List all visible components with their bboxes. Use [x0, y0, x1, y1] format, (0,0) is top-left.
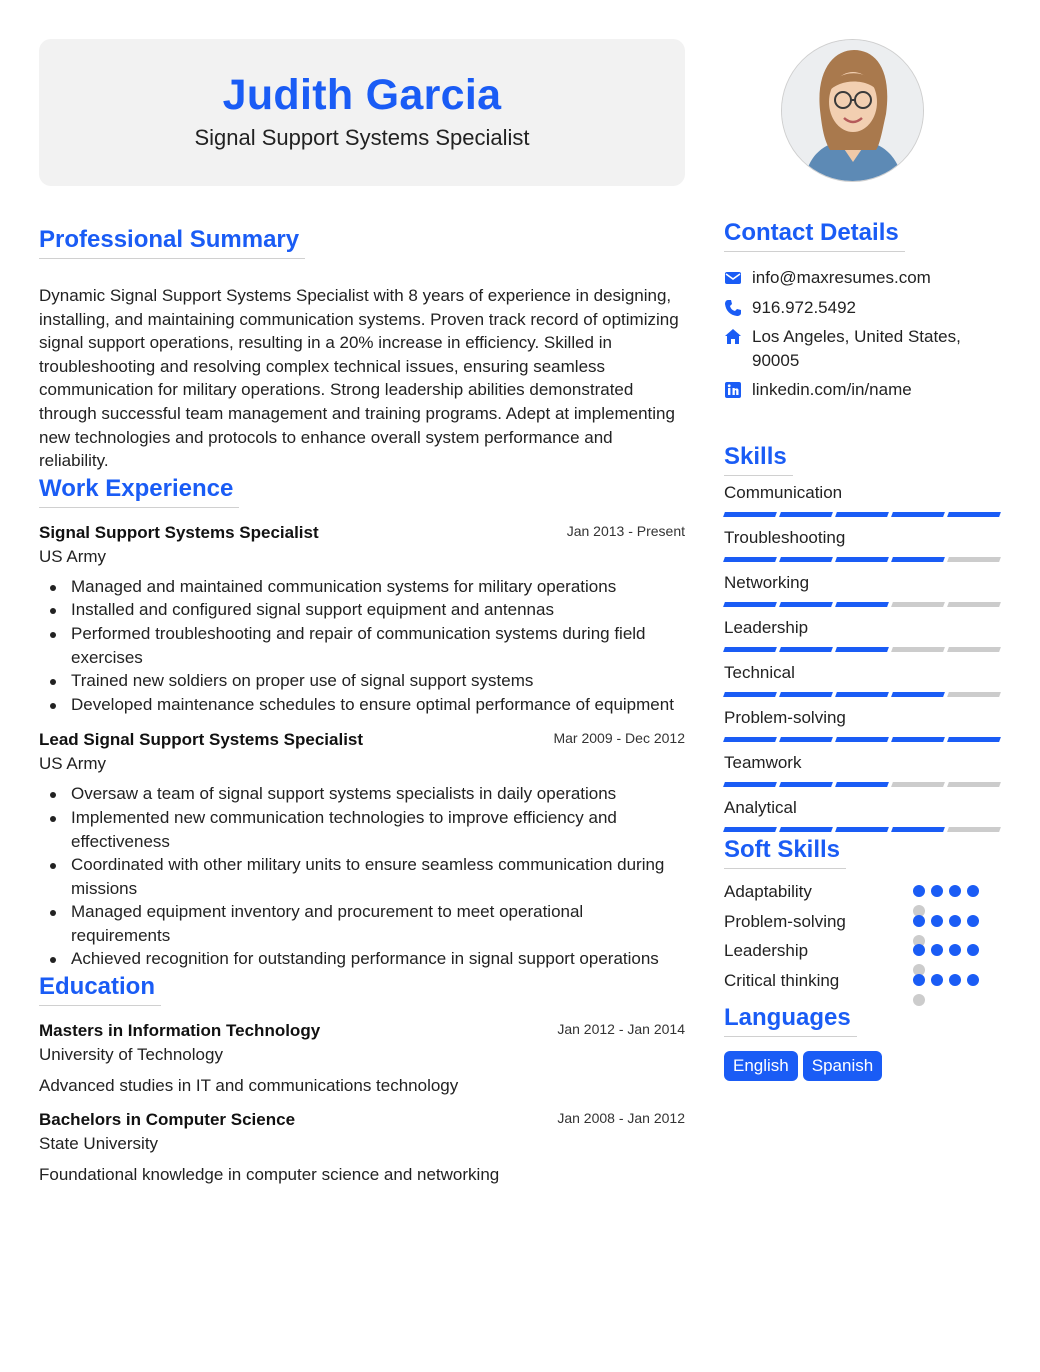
skill-level-segment	[891, 512, 945, 517]
skill-level-segment	[835, 647, 889, 652]
skill-name: Problem-solving	[724, 708, 846, 727]
language-pill: English	[724, 1051, 798, 1081]
contact-phone[interactable]	[724, 296, 1004, 320]
skill-item	[724, 572, 1004, 607]
job-bullet: Performed troubleshooting and repair of communication systems during field exercises	[39, 622, 685, 669]
skill-level-segment	[835, 557, 889, 562]
rating-dot	[949, 915, 961, 927]
skill-level-bar	[724, 647, 1000, 652]
home-icon	[724, 328, 742, 346]
skill-name: Networking	[724, 573, 810, 592]
skill-level-segment	[947, 602, 1001, 607]
job-organization: US Army	[39, 754, 107, 774]
skill-level-segment	[835, 827, 889, 832]
languages-section	[724, 1004, 1004, 1081]
soft-skill-item	[724, 911, 1004, 941]
rating-dot	[949, 974, 961, 986]
job-entry	[39, 522, 685, 717]
rating-dot	[913, 915, 925, 927]
skill-level-bar	[724, 737, 1000, 742]
soft-skills-heading: Soft Skills	[724, 836, 846, 869]
job-bullet: Developed maintenance schedules to ensure optimal performance of equipment	[39, 693, 685, 717]
skill-level-segment	[723, 782, 777, 787]
job-date: Jan 2013 - Present	[566, 522, 685, 539]
skill-item	[724, 617, 1004, 652]
job-bullet: Achieved recognition for outstanding performance in signal support operations	[39, 947, 685, 971]
skill-level-segment	[891, 602, 945, 607]
skill-name: Troubleshooting	[724, 528, 846, 547]
skill-level-segment	[723, 692, 777, 697]
skill-name: Communication	[724, 483, 843, 502]
soft-skill-item	[724, 881, 1004, 911]
skill-level-segment	[891, 737, 945, 742]
skill-item	[724, 482, 1004, 517]
skill-level-segment	[891, 692, 945, 697]
skill-level-segment	[891, 647, 945, 652]
school-name: University of Technology	[39, 1045, 223, 1065]
address-text: Los Angeles, United States, 90005	[752, 327, 961, 370]
degree-title: Masters in Information Technology	[39, 1021, 321, 1041]
soft-skill-name: Leadership	[724, 941, 809, 961]
skill-name: Leadership	[724, 618, 809, 637]
skill-level-segment	[835, 512, 889, 517]
education-entry	[39, 1109, 685, 1186]
skill-level-bar	[724, 692, 1000, 697]
contact-email[interactable]	[724, 266, 1004, 290]
language-pill: Spanish	[803, 1051, 882, 1081]
soft-skill-item	[724, 970, 1004, 1000]
summary-section	[39, 226, 685, 473]
skill-level-bar	[724, 512, 1000, 517]
languages-heading: Languages	[724, 1004, 857, 1037]
job-bullet: Managed equipment inventory and procurement to meet operational requirements	[39, 900, 685, 947]
job-title: Lead Signal Support Systems Specialist	[39, 730, 364, 750]
skill-level-segment	[779, 782, 833, 787]
job-organization: US Army	[39, 546, 107, 566]
candidate-name: Judith Garcia	[222, 71, 502, 119]
job-bullets	[39, 782, 685, 971]
rating-dot	[931, 915, 943, 927]
degree-title: Bachelors in Computer Science	[39, 1110, 296, 1130]
rating-dot	[967, 915, 979, 927]
skill-level-segment	[947, 647, 1001, 652]
rating-dot	[931, 944, 943, 956]
profile-photo	[781, 39, 924, 182]
rating-dot	[931, 974, 943, 986]
skill-item	[724, 752, 1004, 787]
skill-level-segment	[835, 782, 889, 787]
job-bullet: Oversaw a team of signal support systems specialists in daily operations	[39, 782, 685, 806]
skill-level-segment	[779, 557, 833, 562]
skill-level-segment	[947, 827, 1001, 832]
skill-level-segment	[779, 692, 833, 697]
job-date: Mar 2009 - Dec 2012	[553, 730, 685, 747]
skill-level-segment	[779, 827, 833, 832]
rating-dot	[913, 974, 925, 986]
education-entry	[39, 1020, 685, 1097]
skill-level-segment	[779, 647, 833, 652]
skill-level-segment	[891, 827, 945, 832]
contact-address	[724, 325, 1004, 372]
rating-dot	[931, 885, 943, 897]
skill-level-segment	[723, 647, 777, 652]
skill-level-segment	[779, 737, 833, 742]
linkedin-text: linkedin.com/in/name	[752, 380, 912, 399]
rating-dot	[913, 885, 925, 897]
envelope-icon	[724, 269, 742, 287]
skill-item	[724, 527, 1004, 562]
skill-item	[724, 707, 1004, 742]
job-entry	[39, 729, 685, 971]
skill-level-segment	[723, 602, 777, 607]
phone-text: 916.972.5492	[752, 297, 856, 317]
skill-level-segment	[779, 602, 833, 607]
contact-linkedin[interactable]	[724, 378, 1004, 402]
skill-level-segment	[947, 557, 1001, 562]
soft-skill-name: Critical thinking	[724, 971, 840, 991]
education-section	[39, 973, 685, 1186]
soft-skill-name: Problem-solving	[724, 911, 846, 931]
skill-level-segment	[835, 692, 889, 697]
education-description: Foundational knowledge in computer science and networking	[39, 1165, 500, 1185]
skill-name: Analytical	[724, 798, 797, 817]
skill-level-bar	[724, 557, 1000, 562]
skill-level-segment	[779, 512, 833, 517]
skill-item	[724, 797, 1004, 832]
job-bullet: Installed and configured signal support equipment and antennas	[39, 598, 685, 622]
skill-level-segment	[947, 512, 1001, 517]
phone-icon	[724, 299, 742, 317]
linkedin-icon	[724, 381, 742, 399]
contact-heading: Contact Details	[724, 219, 905, 252]
skill-level-bar	[724, 602, 1000, 607]
header-card	[39, 39, 685, 186]
skill-name: Technical	[724, 663, 795, 682]
skill-level-segment	[723, 737, 777, 742]
rating-dot	[967, 885, 979, 897]
skill-level-bar	[724, 782, 1000, 787]
skills-heading: Skills	[724, 443, 793, 476]
language-pills	[724, 1051, 1004, 1081]
soft-skills-section	[724, 836, 1004, 1000]
job-title: Signal Support Systems Specialist	[39, 522, 319, 542]
skill-item	[724, 662, 1004, 697]
summary-text: Dynamic Signal Support Systems Specialist with 8 years of experience in designing, installing, and maintaining communication systems. Proven track record of optimizing signal support operations, resulting in a 20% increase in efficiency. Skilled in troubleshooting and resolving complex technical issues, ensuring seamless communication for military operations. Strong leadership abilities demonstrated through successful team management and training programs. Adept at implementing new technologies and protocols to enhance overall system performance and reliability.	[39, 286, 679, 471]
rating-dot	[913, 944, 925, 956]
skill-level-segment	[835, 602, 889, 607]
skill-level-segment	[723, 557, 777, 562]
job-bullets	[39, 575, 685, 717]
skill-level-segment	[723, 512, 777, 517]
candidate-title: Signal Support Systems Specialist	[194, 125, 530, 150]
skill-level-segment	[891, 782, 945, 787]
rating-dot	[967, 944, 979, 956]
education-description: Advanced studies in IT and communications technology	[39, 1076, 459, 1096]
rating-dot	[967, 974, 979, 986]
rating-dot	[949, 944, 961, 956]
job-bullet: Trained new soldiers on proper use of signal support systems	[39, 669, 685, 693]
job-bullet: Implemented new communication technologies to improve efficiency and effectiveness	[39, 806, 685, 853]
school-name: State University	[39, 1134, 159, 1154]
rating-dot	[949, 885, 961, 897]
main-column	[39, 39, 685, 1186]
job-bullet: Managed and maintained communication systems for military operations	[39, 575, 685, 599]
skill-level-bar	[724, 827, 1000, 832]
skill-level-segment	[947, 782, 1001, 787]
skills-section	[724, 443, 1004, 832]
email-text: info@maxresumes.com	[752, 268, 931, 287]
soft-skill-item	[724, 940, 1004, 970]
skill-level-segment	[947, 692, 1001, 697]
skill-name: Teamwork	[724, 753, 802, 772]
education-heading: Education	[39, 973, 161, 1006]
education-date: Jan 2008 - Jan 2012	[557, 1110, 685, 1127]
summary-heading: Professional Summary	[39, 226, 305, 259]
soft-skill-name: Adaptability	[724, 882, 812, 901]
skill-level-segment	[947, 737, 1001, 742]
education-date: Jan 2012 - Jan 2014	[557, 1021, 685, 1038]
experience-section	[39, 475, 685, 971]
contact-section	[724, 219, 1004, 408]
skill-level-segment	[835, 737, 889, 742]
experience-heading: Work Experience	[39, 475, 239, 508]
skill-level-segment	[723, 827, 777, 832]
skill-level-segment	[891, 557, 945, 562]
job-bullet: Coordinated with other military units to ensure seamless communication during missions	[39, 853, 685, 900]
